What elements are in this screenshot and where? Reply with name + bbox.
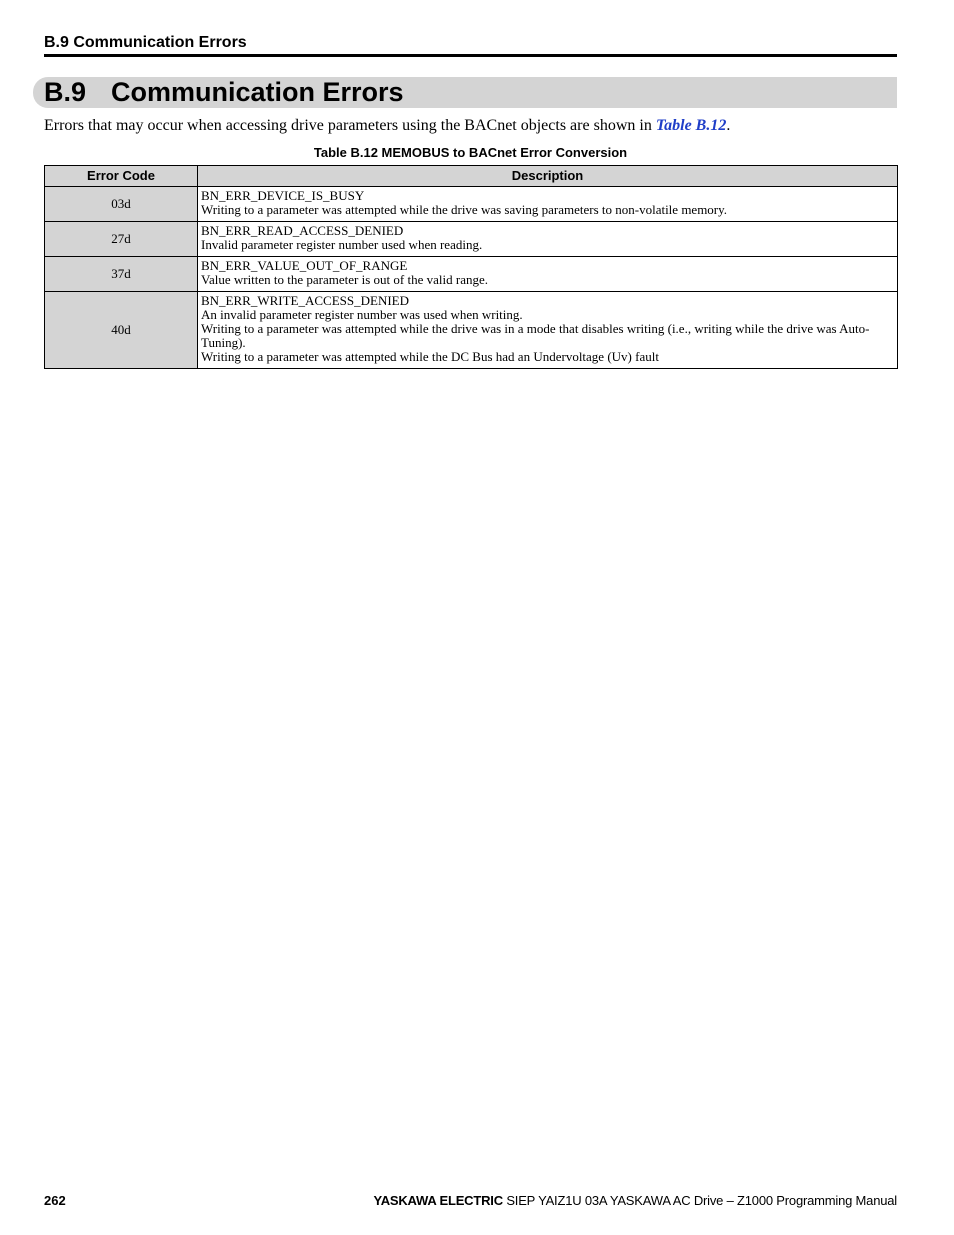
section-title: Communication Errors	[111, 77, 404, 107]
description-cell	[198, 257, 898, 292]
footer-brand: YASKAWA ELECTRIC	[373, 1193, 503, 1208]
error-name: BN_ERR_VALUE_OUT_OF_RANGE	[201, 258, 408, 273]
error-name: BN_ERR_WRITE_ACCESS_DENIED	[201, 293, 409, 308]
table-cross-reference-link[interactable]: Table B.12	[655, 117, 727, 134]
table-row	[45, 257, 898, 292]
error-code-cell: 37d	[45, 257, 198, 292]
table-caption: Table B.12 MEMOBUS to BACnet Error Conversion	[313, 145, 628, 160]
table-header-row	[45, 166, 898, 187]
description-line: Value written to the parameter is out of the valid range.	[201, 272, 488, 287]
table-row	[45, 292, 898, 369]
intro-paragraph	[44, 116, 897, 136]
error-code-cell: 27d	[45, 222, 198, 257]
error-code-cell: 03d	[45, 187, 198, 222]
section-number: B.9	[44, 77, 87, 107]
column-header-description: Description	[198, 166, 898, 187]
running-header: B.9 Communication Errors	[44, 34, 247, 51]
description-cell	[198, 187, 898, 222]
description-cell	[198, 222, 898, 257]
description-line: Writing to a parameter was attempted while the drive was saving parameters to non-volatile memory.	[201, 202, 728, 217]
description-cell	[198, 292, 898, 369]
description-line: Writing to a parameter was attempted while the drive was in a mode that disables writing (i.e., writing while the drive was Auto-Tuning).	[201, 321, 870, 350]
footer-document-info	[373, 1193, 897, 1209]
error-name: BN_ERR_READ_ACCESS_DENIED	[201, 223, 404, 238]
error-code-cell: 40d	[45, 292, 198, 369]
intro-text-end: .	[726, 117, 731, 134]
section-heading	[44, 77, 404, 108]
error-name: BN_ERR_DEVICE_IS_BUSY	[201, 188, 365, 203]
footer-doc-title: SIEP YAIZ1U 03A YASKAWA AC Drive – Z1000 Programming Manual	[502, 1193, 897, 1208]
page-number: 262	[44, 1193, 66, 1208]
description-line: Invalid parameter register number used when reading.	[201, 237, 483, 252]
table-row	[45, 187, 898, 222]
intro-text: Errors that may occur when accessing drive parameters using the BACnet objects are shown in	[44, 117, 656, 134]
description-line: Writing to a parameter was attempted while the DC Bus had an Undervoltage (Uv) fault	[201, 349, 659, 364]
header-rule	[44, 54, 897, 57]
description-line: An invalid parameter register number was used when writing.	[201, 307, 523, 322]
error-conversion-table	[44, 165, 898, 369]
table-row	[45, 222, 898, 257]
column-header-error-code: Error Code	[45, 166, 198, 187]
